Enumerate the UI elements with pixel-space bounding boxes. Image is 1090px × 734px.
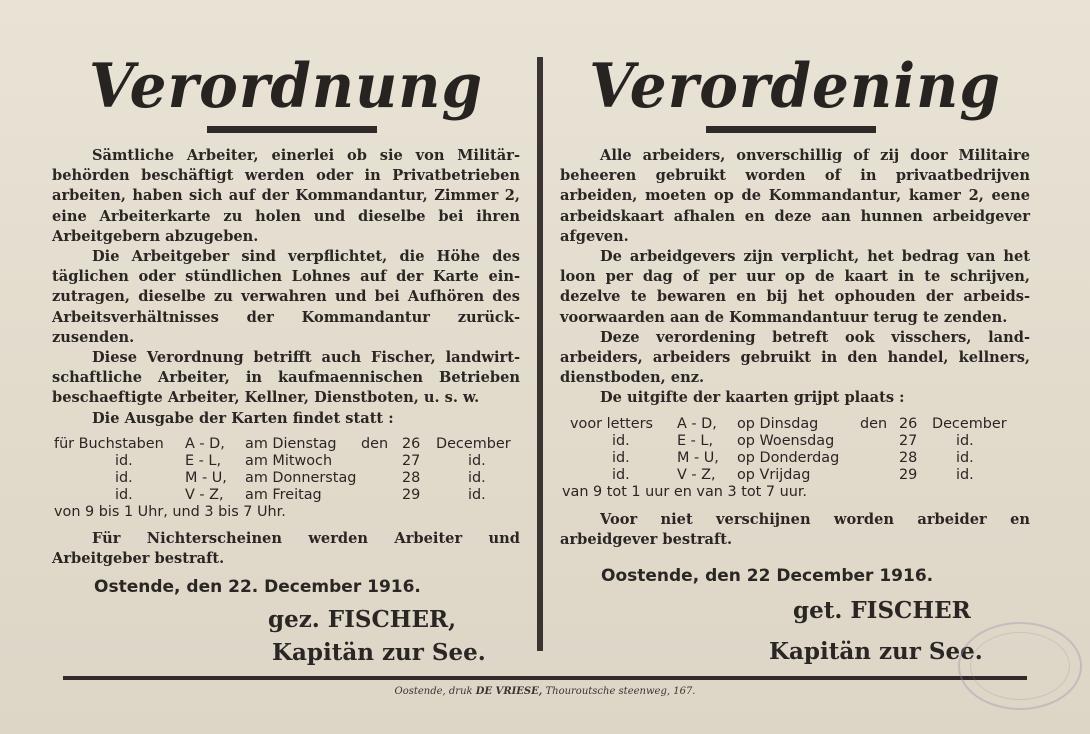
german-paragraph-3: Diese Verordnung betrifft auch Fischer, landwirtschaftliche Arbeiter, in kaufmaennischen Betrieben beschaeftigte Arbeiter, Kellner, Dienstboten, u. s. w.	[52, 349, 520, 407]
schedule-letter-range: M - U,	[185, 470, 227, 486]
schedule-row	[52, 436, 520, 453]
schedule-hours: von 9 bis 1 Uhr, und 3 bis 7 Uhr.	[54, 504, 286, 520]
schedule-month: id.	[956, 433, 974, 449]
schedule-hours-row	[52, 504, 520, 521]
schedule-letter-range: A - D,	[677, 416, 717, 432]
printer-address: Thouroutsche steenweg, 167.	[545, 686, 696, 697]
schedule-date: 29	[402, 487, 421, 503]
schedule-letter-range: E - L,	[677, 433, 714, 449]
schedule-row	[560, 433, 1030, 450]
schedule-letters-label: id.	[115, 453, 133, 469]
dutch-title: Verordening	[589, 50, 1001, 122]
german-body	[52, 146, 520, 429]
schedule-month: id.	[956, 450, 974, 466]
schedule-letter-range: V - Z,	[185, 487, 224, 503]
schedule-letters-label: id.	[612, 433, 630, 449]
schedule-date: 27	[402, 453, 421, 469]
dutch-paragraph-3: Deze verordening betreft ook visschers, landarbeiders, arbeiders gebruikt in den handel, kellners, dienstboden, enz.	[560, 328, 1030, 387]
schedule-date: 26	[899, 416, 918, 432]
schedule-letter-range: E - L,	[185, 453, 222, 469]
german-penalty-block	[52, 529, 520, 569]
schedule-month: December	[436, 436, 511, 452]
schedule-month: December	[932, 416, 1007, 432]
dutch-title-rule	[706, 126, 876, 133]
german-title-rule	[207, 126, 377, 133]
german-paragraph-2: Die Arbeitgeber sind verpflichtet, die Höhe des täglichen oder stündlichen Lohnes auf der Karte einzutragen, dieselbe zu verwahren und bei Aufhören des Arbeitsverhältnisses der Kommandantur zurückzusenden.	[52, 248, 520, 346]
schedule-row	[52, 470, 520, 487]
german-schedule	[52, 436, 520, 521]
schedule-den: den	[361, 436, 389, 452]
dutch-penalty: Voor niet verschijnen worden arbeider en arbeidgever bestraft.	[560, 511, 1030, 549]
schedule-day: op Dinsdag	[737, 416, 819, 432]
german-date: Ostende, den 22. December 1916.	[94, 577, 421, 597]
schedule-letters-label: id.	[612, 450, 630, 466]
dutch-rank: Kapitän zur See.	[769, 638, 983, 665]
schedule-letter-range: V - Z,	[677, 467, 716, 483]
schedule-row	[560, 467, 1030, 484]
schedule-letter-range: A - D,	[185, 436, 225, 452]
dutch-paragraph-1: Alle arbeiders, onverschillig of zij door Militaire beheeren gebruikt worden of in privaatbedrijven arbeiden, moeten op de Kommandantur, kamer 2, eene arbeidskaart afhalen en deze aan hunnen arbeidgever afgeven.	[560, 147, 1030, 245]
schedule-month: id.	[468, 487, 486, 503]
schedule-row	[560, 416, 1030, 433]
schedule-row	[52, 453, 520, 470]
schedule-letters-label: id.	[612, 467, 630, 483]
dutch-paragraph-4: De uitgifte der kaarten grijpt plaats :	[600, 389, 905, 407]
german-paragraph-1: Sämtliche Arbeiter, einerlei ob sie von Militärbehörden beschäftigt werden oder in Privatbetrieben arbeiten, haben sich auf der Kommandantur, Zimmer 2, eine Arbeiterkarte zu holen und dieselbe bei ihren Arbeitgebern abzugeben.	[52, 147, 520, 245]
schedule-day: am Donnerstag	[245, 470, 357, 486]
center-divider	[537, 57, 543, 651]
dutch-schedule	[560, 416, 1030, 501]
schedule-month: id.	[468, 453, 486, 469]
schedule-day: op Donderdag	[737, 450, 840, 466]
dutch-paragraph-2: De arbeidgevers zijn verplicht, het bedrag van het loon per dag of per uur op de kaart in te schrijven, dezelve te bewaren en bij het ophouden der arbeidsvoorwaarden aan de Kommandantuur terug te zenden.	[560, 248, 1030, 326]
german-signature: gez. FISCHER,	[268, 606, 457, 633]
schedule-letters-label: voor letters	[570, 416, 654, 432]
schedule-date: 28	[402, 470, 421, 486]
schedule-date: 27	[899, 433, 918, 449]
schedule-letters-label: für Buchstaben	[54, 436, 164, 452]
schedule-hours-row	[560, 484, 1030, 501]
printer-place: Oostende, druk	[394, 686, 473, 697]
dutch-signature: get. FISCHER	[793, 597, 971, 624]
schedule-row	[560, 450, 1030, 467]
schedule-day: op Woensdag	[737, 433, 835, 449]
schedule-day: am Dienstag	[245, 436, 337, 452]
printer-imprint	[0, 686, 1090, 697]
schedule-hours: van 9 tot 1 uur en van 3 tot 7 uur.	[562, 484, 807, 500]
schedule-letters-label: id.	[115, 487, 133, 503]
schedule-month: id.	[468, 470, 486, 486]
german-title: Verordnung	[89, 50, 483, 122]
schedule-row	[52, 487, 520, 504]
schedule-day: op Vrijdag	[737, 467, 811, 483]
schedule-den: den	[860, 416, 888, 432]
schedule-date: 29	[899, 467, 918, 483]
schedule-date: 26	[402, 436, 421, 452]
schedule-letters-label: id.	[115, 470, 133, 486]
schedule-date: 28	[899, 450, 918, 466]
dutch-penalty-block	[560, 510, 1030, 550]
german-penalty: Für Nichterscheinen werden Arbeiter und Arbeitgeber bestraft.	[52, 530, 520, 568]
schedule-letter-range: M - U,	[677, 450, 719, 466]
archive-stamp	[958, 622, 1082, 710]
german-rank: Kapitän zur See.	[272, 639, 486, 666]
schedule-day: am Freitag	[245, 487, 322, 503]
footer-rule	[63, 676, 1027, 680]
schedule-month: id.	[956, 467, 974, 483]
dutch-date: Oostende, den 22 December 1916.	[601, 566, 934, 586]
schedule-day: am Mitwoch	[245, 453, 333, 469]
printer-name: DE VRIESE,	[475, 686, 543, 697]
german-paragraph-4: Die Ausgabe der Karten findet statt :	[92, 409, 394, 427]
dutch-body	[560, 146, 1030, 409]
